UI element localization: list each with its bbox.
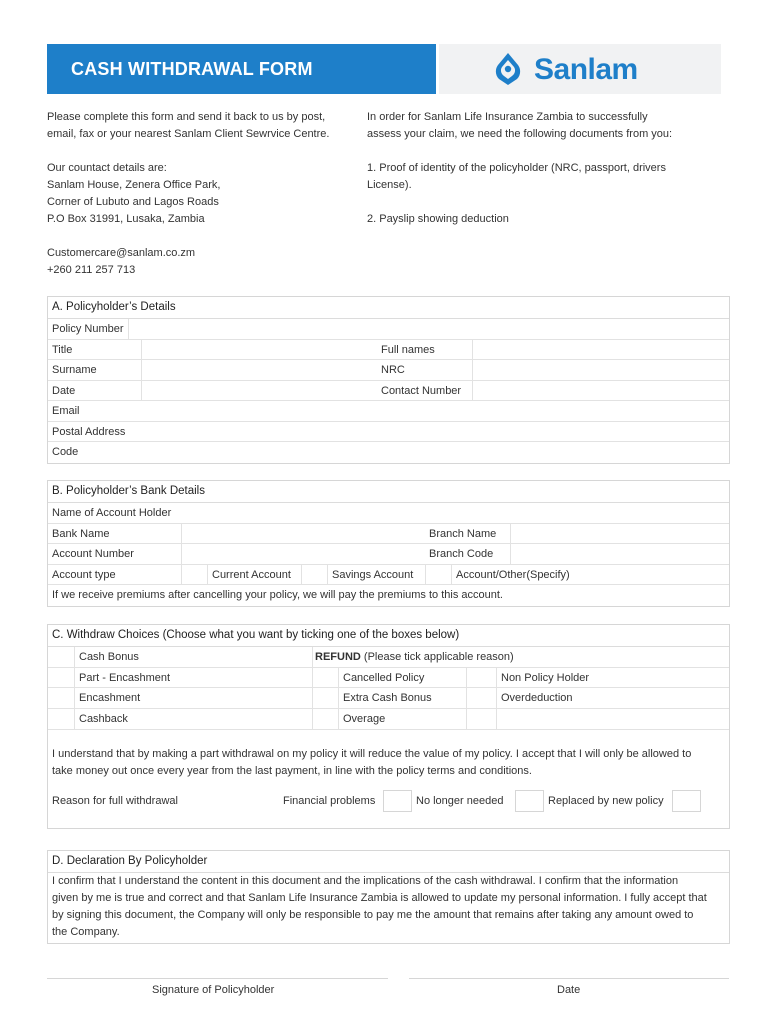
field-label: Name of Account Holder xyxy=(52,507,172,519)
option-label: Encashment xyxy=(79,692,141,704)
section-title-main: C. Withdraw Choices xyxy=(52,629,160,641)
option-label: Replaced by new policy xyxy=(548,795,664,807)
form-row xyxy=(48,381,729,402)
declaration-line: given by me is true and correct and that Sanlam Life Insurance Zambia is allowed to update my personal information. I fully accept that xyxy=(52,892,707,904)
refund-heading xyxy=(315,651,514,663)
option-label: Financial problems xyxy=(283,795,376,807)
field-label: Contact Number xyxy=(381,384,462,397)
section-title: A. Policyholder’s Details xyxy=(48,297,729,319)
policy-number-field[interactable] xyxy=(128,319,729,340)
section-title xyxy=(48,625,729,647)
overdeduction-checkbox[interactable] xyxy=(466,688,496,709)
account-number-field[interactable] xyxy=(181,544,426,565)
cancelled-policy-checkbox[interactable] xyxy=(312,668,338,689)
current-account-checkbox[interactable] xyxy=(181,565,207,586)
form-row xyxy=(48,524,729,545)
form-row xyxy=(48,360,729,381)
field-label: Bank Name xyxy=(52,527,110,540)
section-policyholder-details xyxy=(47,296,730,464)
address-line: Corner of Lubuto and Lagos Roads xyxy=(47,196,219,208)
brand-logo-box xyxy=(439,44,721,94)
choice-row xyxy=(48,647,729,668)
section-declaration xyxy=(47,850,730,944)
field-label: Postal Address xyxy=(52,425,126,438)
form-title: CASH WITHDRAWAL FORM xyxy=(71,59,313,79)
address-line: P.O Box 31991, Lusaka, Zambia xyxy=(47,213,205,225)
field-label: Full names xyxy=(381,343,435,356)
cash-bonus-checkbox[interactable] xyxy=(48,647,74,668)
contact-email: Customercare@sanlam.co.zm xyxy=(47,247,196,259)
field-label: Account Number xyxy=(52,548,134,560)
section-title-sub: (Choose what you want by ticking one of the boxes below) xyxy=(159,629,460,641)
extra-cash-bonus-checkbox[interactable] xyxy=(312,688,338,709)
contact-phone: +260 211 257 713 xyxy=(47,264,136,276)
declaration-text xyxy=(48,873,729,943)
refund-sub: (Please tick applicable reason) xyxy=(360,651,514,663)
form-row xyxy=(48,585,729,606)
cashback-checkbox[interactable] xyxy=(48,709,74,731)
surname-field[interactable] xyxy=(141,360,376,381)
withdrawal-terms xyxy=(48,746,729,780)
intro-instructions xyxy=(47,109,347,279)
requirements-line: In order for Sanlam Life Insurance Zambia to successfully xyxy=(367,111,648,123)
field-label: Branch Name xyxy=(429,527,497,540)
part-encashment-checkbox[interactable] xyxy=(48,668,74,689)
encashment-checkbox[interactable] xyxy=(48,688,74,709)
declaration-line: by signing this document, the Company will only be responsible to pay me the amount that remains after taking any amount owed to xyxy=(52,909,694,921)
field-label: Account type xyxy=(52,568,116,581)
full-names-field[interactable] xyxy=(472,340,729,361)
signature-line[interactable] xyxy=(47,978,388,979)
field-label: Surname xyxy=(52,364,97,376)
no-longer-needed-checkbox[interactable] xyxy=(515,790,544,812)
option-label: Non Policy Holder xyxy=(501,671,590,684)
option-label: Cash Bonus xyxy=(79,651,139,663)
form-row xyxy=(48,565,729,586)
form-row xyxy=(48,422,729,443)
date-line[interactable] xyxy=(409,978,729,979)
date-field[interactable] xyxy=(141,381,376,402)
form-row xyxy=(48,544,729,565)
code-field[interactable] xyxy=(141,442,729,464)
field-label: Title xyxy=(52,343,73,356)
section-withdraw-choices xyxy=(47,624,730,829)
account-holder-field[interactable] xyxy=(181,503,729,524)
sanlam-logo-icon xyxy=(491,52,525,86)
requirements-line: assess your claim, we need the following documents from you: xyxy=(367,128,673,140)
option-label: Part - Encashment xyxy=(79,671,171,684)
form-row xyxy=(48,442,729,463)
field-label: Date xyxy=(52,384,76,397)
contact-heading: Our countact details are: xyxy=(47,162,167,174)
email-field[interactable] xyxy=(141,401,729,422)
field-label: Branch Code xyxy=(429,548,494,560)
declaration-line: the Company. xyxy=(52,926,120,938)
instruction-line: Please complete this form and send it back to us by post, xyxy=(47,111,326,123)
field-label: NRC xyxy=(381,364,405,376)
terms-line: I understand that by making a part withdrawal on my policy it will reduce the value of my policy. I accept that I will only be allowed to xyxy=(52,748,692,760)
option-label: Current Account xyxy=(212,568,291,581)
financial-problems-checkbox[interactable] xyxy=(383,790,412,812)
choice-row xyxy=(48,668,729,689)
title-field[interactable] xyxy=(141,340,376,361)
other-account-checkbox[interactable] xyxy=(425,565,451,586)
contact-number-field[interactable] xyxy=(472,381,729,402)
field-label: Reason for full withdrawal xyxy=(52,795,178,807)
form-row xyxy=(48,401,729,422)
date-label: Date xyxy=(557,984,581,996)
refund-bold: REFUND xyxy=(315,651,361,663)
declaration-line: I confirm that I understand the content in this document and the implications of the cash withdrawal. I confirm that the information xyxy=(52,875,679,887)
form-row xyxy=(48,340,729,361)
address-line: Sanlam House, Zenera Office Park, xyxy=(47,179,221,191)
instruction-line: email, fax or your nearest Sanlam Client Sewrvice Centre. xyxy=(47,128,330,140)
choice-row xyxy=(48,688,729,709)
section-bank-details xyxy=(47,480,730,607)
option-label: No longer needed xyxy=(416,795,504,807)
branch-name-field[interactable] xyxy=(510,524,729,545)
reason-row xyxy=(48,790,729,814)
postal-address-field[interactable] xyxy=(141,422,729,443)
option-label: Account/Other(Specify) xyxy=(456,568,570,581)
document-item: License). xyxy=(367,179,412,191)
brand-name: Sanlam xyxy=(534,53,638,86)
section-title: B. Policyholder’s Bank Details xyxy=(48,481,729,503)
replaced-by-new-policy-checkbox[interactable] xyxy=(672,790,701,812)
required-documents xyxy=(367,109,727,228)
form-row xyxy=(48,503,729,524)
bank-name-field[interactable] xyxy=(181,524,426,545)
form-row xyxy=(48,319,729,340)
field-label: Policy Number xyxy=(52,323,124,335)
form-header xyxy=(47,44,721,94)
field-label: Code xyxy=(52,446,79,458)
field-label: Email xyxy=(52,405,80,417)
section-title: D. Declaration By Policyholder xyxy=(48,851,729,873)
option-label: Savings Account xyxy=(332,568,414,581)
non-policy-holder-checkbox[interactable] xyxy=(466,668,496,689)
option-label: Extra Cash Bonus xyxy=(343,692,432,704)
signature-label: Signature of Policyholder xyxy=(152,984,275,996)
option-label: Overdeduction xyxy=(501,692,573,704)
nrc-field[interactable] xyxy=(472,360,729,381)
document-item: 2. Payslip showing deduction xyxy=(367,213,509,225)
terms-line: take money out once every year from the last payment, in line with the policy terms and conditions. xyxy=(52,765,532,777)
title-bar xyxy=(47,44,436,94)
savings-account-checkbox[interactable] xyxy=(301,565,327,586)
option-label: Cancelled Policy xyxy=(343,671,425,684)
option-label: Cashback xyxy=(79,712,128,725)
overage-checkbox[interactable] xyxy=(312,709,338,731)
document-item: 1. Proof of identity of the policyholder (NRC, passport, drivers xyxy=(367,162,666,174)
option-label: Overage xyxy=(343,712,386,725)
branch-code-field[interactable] xyxy=(510,544,729,565)
choice-row xyxy=(48,709,729,730)
bank-note: If we receive premiums after cancelling your policy, we will pay the premiums to this account. xyxy=(52,589,503,601)
